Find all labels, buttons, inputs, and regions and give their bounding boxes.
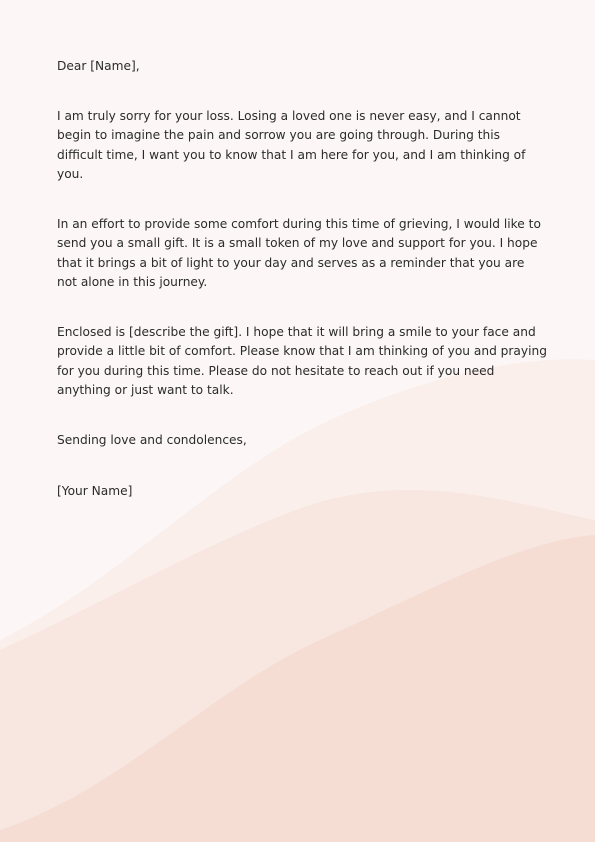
paragraph-1: I am truly sorry for your loss. Losing a loved one is never easy, and I cannot begin to imagine the pain and sorrow you are going through. During this difficult time, I want you to know that I am here for you, and I am thinking of you. (57, 108, 526, 181)
letter-body (57, 57, 547, 502)
signature: [Your Name] (57, 484, 133, 498)
paragraph-2: In an effort to provide some comfort during this time of grieving, I would like to send you a small gift. It is a small token of my love and support for you. I hope that it brings a bit of light to your day and serves as a reminder that you are not alone in this journey. (57, 216, 541, 289)
paragraph-3: Enclosed is [describe the gift]. I hope that it will bring a smile to your face and provide a little bit of comfort. Please know that I am thinking of you and praying for you during this time. Please do not hesitate to reach out if you need anything or just want to talk. (57, 324, 547, 397)
salutation: Dear [Name], (57, 59, 140, 73)
closing: Sending love and condolences, (57, 432, 247, 447)
